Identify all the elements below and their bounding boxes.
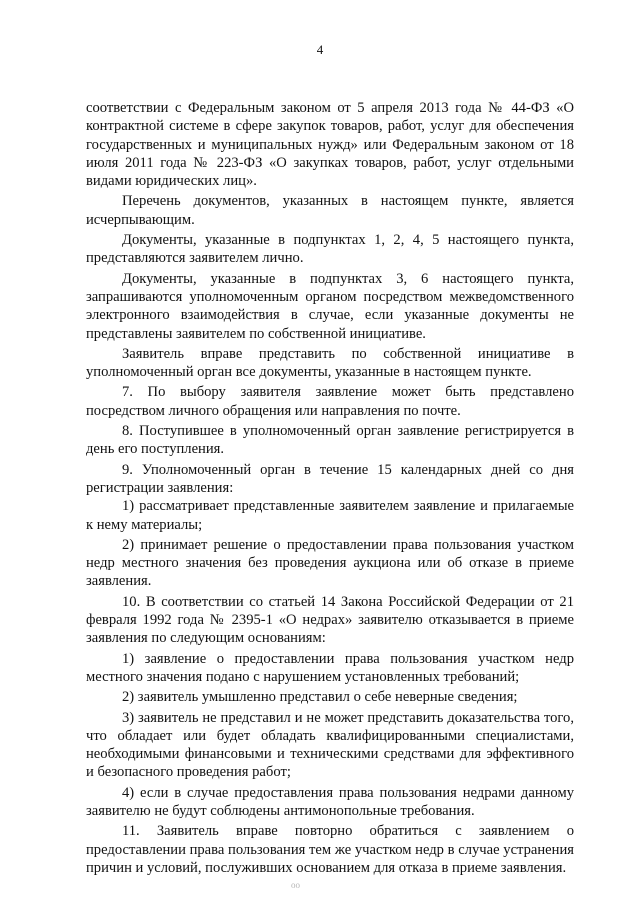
document-body [86,99,574,877]
paragraph-item-10-sub-4: 4) если в случае предоставления права пользования недрами данному заявителю не будут соблюдены антимонопольные требования. [86,784,574,819]
paragraph-item-11: 11. Заявитель вправе повторно обратиться с заявлением о предоставлении права пользования тем же участком недр в случае устранения причин и условий, послуживших основанием для отказа в приеме заявления. [86,823,574,876]
paragraph-own-initiative: Заявитель вправе представить по собственной инициативе в уполномоченный орган все документы, указанные в настоящем пункте. [86,345,574,381]
paragraph-item-10-sub-3: 3) заявитель не представил и не может представить доказательства того, что обладает или будет обладать квалифицированными специалистами, необходимыми финансовыми и техническими средствами для эффективного и безопасного проведения работ; [86,709,574,781]
paragraph-continuation: соответствии с Федеральным законом от 5 апреля 2013 года № 44-ФЗ «О контрактной системе в сфере закупок товаров, работ, услуг для обеспечения государственных и муниципальных нужд» или Федеральным законом от 18 июля 2011 года № 223-ФЗ «О закупках товаров, работ, услуг отдельными видами юридических лиц». [86,100,574,190]
paragraph-documents-personal: Документы, указанные в подпунктах 1, 2, 4, 5 настоящего пункта, представляются заявителем лично. [86,232,574,267]
paragraph-item-9-sub-1: 1) рассматривает представленные заявителем заявление и прилагаемые к нему материалы; [86,498,574,533]
footer-mark: oo [291,880,300,890]
paragraph-item-10-sub-1: 1) заявление о предоставлении права пользования участком недр местного значения подано с нарушением установленных требований; [86,650,574,685]
paragraph-documents-requested: Документы, указанные в подпунктах 3, 6 настоящего пункта, запрашиваются уполномоченным органом посредством межведомственного электронного взаимодействия в случае, если указанные документы не представлены заявителем по собственной инициативе. [86,270,574,342]
paragraph-item-10: 10. В соответствии со статьей 14 Закона Российской Федерации от 21 февраля 1992 года № 2395-1 «О недрах» заявителю отказывается в приеме заявления по следующим основаниям: [86,593,574,647]
paragraph-exhaustive-list: Перечень документов, указанных в настоящем пункте, является исчерпывающим. [86,193,574,228]
paragraph-item-9-sub-2: 2) принимает решение о предоставлении права пользования участком недр местного значения без проведения аукциона или об отказе в приеме заявления. [86,536,574,590]
paragraph-item-10-sub-2: 2) заявитель умышленно представил о себе неверные сведения; [122,689,518,706]
paragraph-item-9: 9. Уполномоченный орган в течение 15 календарных дней со дня регистрации заявления: [86,461,574,496]
paragraph-item-8: 8. Поступившее в уполномоченный орган заявление регистрируется в день его поступления. [86,423,574,458]
paragraph-item-7: 7. По выбору заявителя заявление может быть представлено посредством личного обращения или направления по почте. [86,384,574,419]
page-number: 4 [316,42,324,57]
